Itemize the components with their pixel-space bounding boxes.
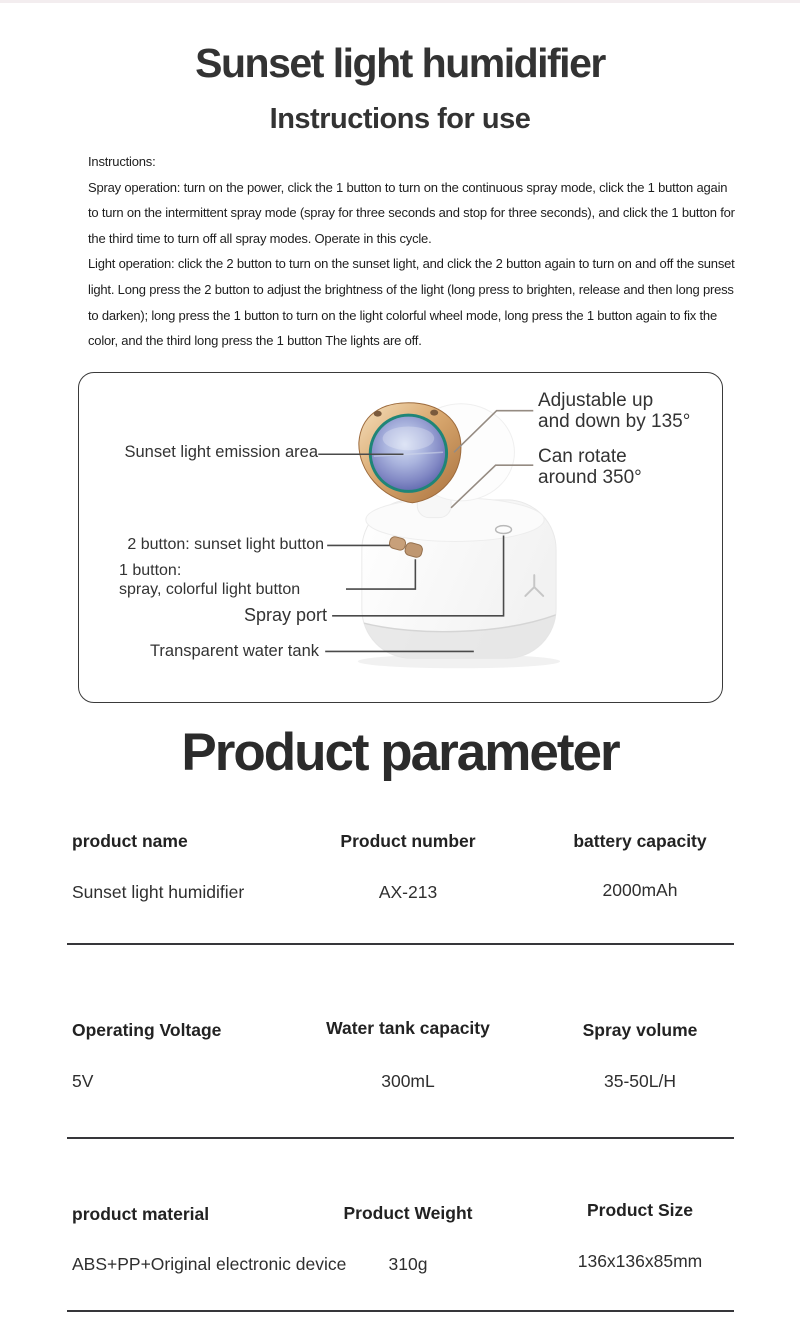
param-value-product-weight: 310g: [388, 1254, 428, 1274]
param-value-water-tank-capacity: 300mL: [381, 1071, 435, 1091]
bezel-screw-left: [374, 411, 382, 417]
device-head: [359, 403, 515, 503]
spray-operation-paragraph: Spray operation: turn on the power, click the 1 button to turn on the continuous spray mode, click the 1 button again to turn on the intermittent spray mode (spray for three seconds and stop for three seconds), and click the 1 button for the third time to turn off all spray modes. Operate in this cycle.: [88, 179, 735, 246]
label-adjustable-line1: Adjustable up: [538, 390, 654, 411]
label-spray-port: Spray port: [243, 605, 327, 625]
param-label-product-name: product name: [72, 831, 188, 851]
section-divider: [67, 943, 734, 945]
param-value-operating-voltage: 5V: [72, 1071, 94, 1091]
instructions-text-block: [88, 149, 740, 354]
param-label-product-number: Product number: [340, 831, 476, 851]
label-button-1-line2: spray, colorful light button: [119, 581, 301, 598]
page-title: Sunset light humidifier: [195, 40, 605, 86]
param-label-product-material: product material: [72, 1204, 210, 1224]
label-button-1: [119, 561, 300, 599]
product-parameter-heading: Product parameter: [181, 723, 619, 782]
instructions-heading: Instructions:: [88, 154, 156, 169]
label-water-tank: Transparent water tank: [149, 642, 319, 660]
param-label-spray-volume: Spray volume: [582, 1020, 698, 1040]
device-body: [358, 498, 560, 668]
label-rotate-line1: Can rotate: [538, 446, 627, 467]
light-operation-paragraph: Light operation: click the 2 button to turn on the sunset light, and click the 2 button again to turn on and off the sunset light. Long press the 2 button to adjust the brightness of the light (long press to brighten, release and then long press to darken); long press the 1 button to turn on the light colorful wheel mode, long press the 1 button again to fix the color, and the third long press the 1 button The lights are off.: [88, 256, 735, 349]
spray-port-hole: [496, 526, 512, 534]
label-button-1-line1: 1 button:: [119, 562, 182, 579]
param-value-battery-capacity: 2000mAh: [602, 880, 678, 900]
param-value-spray-volume: 35-50L/H: [604, 1071, 676, 1091]
bezel-screw-right: [430, 410, 438, 416]
page-subtitle: Instructions for use: [269, 103, 531, 135]
param-label-operating-voltage: Operating Voltage: [72, 1020, 222, 1040]
param-label-product-size: Product Size: [587, 1200, 693, 1220]
label-emission-area: Sunset light emission area: [124, 443, 318, 461]
section-divider: [67, 1310, 734, 1312]
label-adjustable-line2: and down by 135°: [538, 410, 691, 432]
param-label-product-weight: Product Weight: [343, 1203, 473, 1223]
param-label-water-tank-capacity: Water tank capacity: [326, 1018, 490, 1038]
param-value-product-number: AX-213: [378, 882, 438, 902]
label-adjustable: [538, 391, 690, 432]
product-diagram-panel: [78, 372, 723, 703]
param-label-battery-capacity: battery capacity: [573, 831, 707, 851]
param-value-product-name: Sunset light humidifier: [72, 882, 245, 902]
param-value-product-size: 136x136x85mm: [577, 1251, 703, 1271]
section-divider: [67, 1137, 734, 1139]
label-button-2: 2 button: sunset light button: [127, 536, 324, 553]
top-strip: [0, 0, 800, 3]
label-rotate-line2: around 350°: [538, 466, 642, 488]
param-value-product-material: ABS+PP+Original electronic device: [72, 1254, 347, 1274]
label-rotate: [538, 447, 642, 488]
